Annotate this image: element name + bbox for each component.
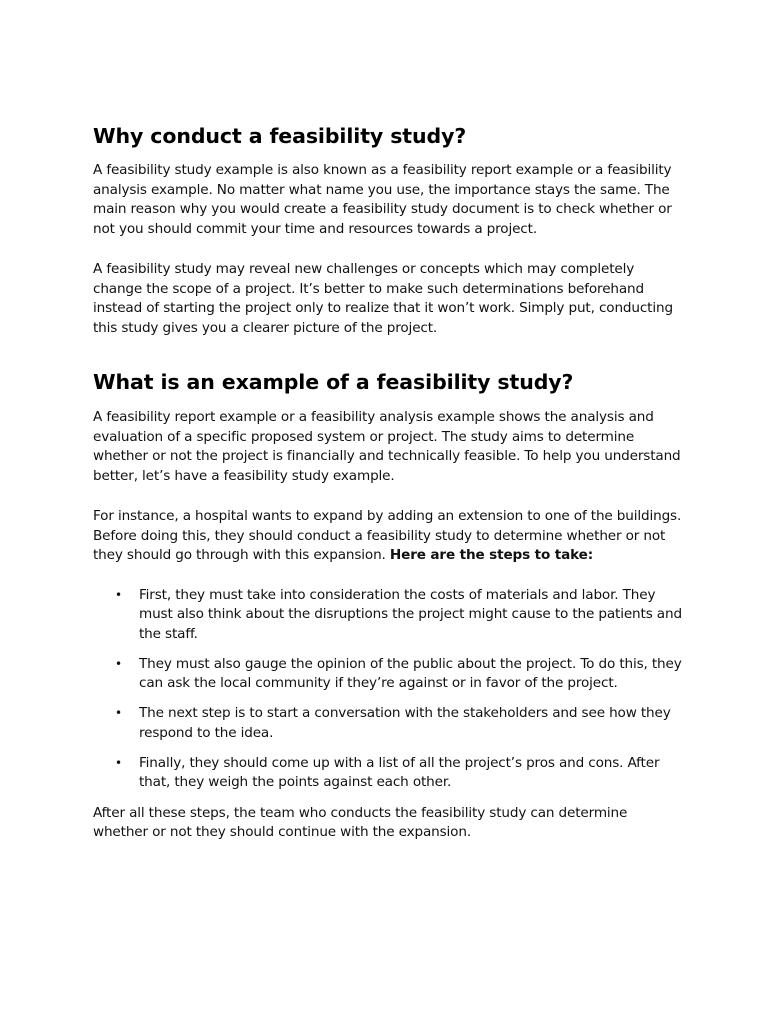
- step-text: Finally, they should come up with a list of all the project’s pros and cons. After that, they weigh the points against each other.: [139, 754, 660, 790]
- bullet-icon: •: [115, 587, 122, 602]
- step-text: They must also gauge the opinion of the public about the project. To do this, they can ask the local community if they’re against or in favor of the project.: [139, 655, 682, 691]
- hospital-example-text: For instance, a hospital wants to expand by adding an extension to one of the buildings. Before doing this, they should conduct a feasibility study to determine whether or not they should go through with this expansion.: [93, 508, 682, 563]
- list-item: [93, 586, 683, 645]
- step-text: First, they must take into consideration the costs of materials and labor. They must also think about the disruptions the project might cause to the patients and the staff.: [139, 586, 682, 642]
- paragraph-feasibility-intro: A feasibility study example is also known as a feasibility report example or a feasibility analysis example. No matter what name you use, the importance stays the same. The main reason why you would create a feasibility study document is to check whether or not you should commit your time and resources towards a project.: [93, 162, 672, 237]
- list-item: [93, 655, 683, 694]
- bullet-icon: •: [115, 706, 122, 720]
- paragraph-conclusion: After all these steps, the team who conducts the feasibility study can determine whether or not they should continue with the expansion.: [93, 804, 628, 840]
- steps-list: [93, 586, 683, 793]
- step-text: The next step is to start a conversation with the stakeholders and see how they respond to the idea.: [139, 705, 671, 741]
- paragraph-feasibility-challenges: A feasibility study may reveal new challenges or concepts which may completely change the scope of a project. It’s better to make such determinations beforehand instead of starting the project only to realize that it won’t work. Simply put, conducting this study gives you a clearer picture of the project.: [93, 261, 673, 336]
- bullet-icon: •: [115, 755, 122, 770]
- document-page: [93, 122, 683, 843]
- list-item: [93, 754, 683, 793]
- bullet-icon: •: [115, 656, 122, 671]
- steps-intro-bold: Here are the steps to take:: [389, 547, 594, 563]
- paragraph-example-definition: A feasibility report example or a feasibility analysis example shows the analysis and evaluation of a specific proposed system or project. The study aims to determine whether or not the project is financially and technically feasible. To help you understand better, let’s have a feasibility study example.: [93, 409, 681, 484]
- list-item: [93, 704, 683, 743]
- section-heading-example: What is an example of a feasibility study?: [93, 370, 574, 394]
- paragraph-hospital-example: [93, 507, 683, 566]
- section-heading-why-conduct: Why conduct a feasibility study?: [93, 124, 467, 148]
